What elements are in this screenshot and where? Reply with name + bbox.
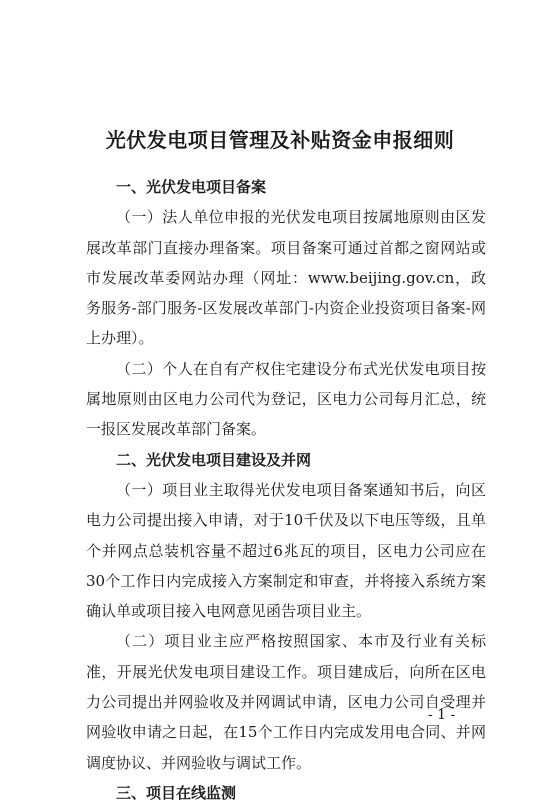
section-1-paragraph-1: （一）法人单位申报的光伏发电项目按属地原则由区发展改革部门直接办理备案。项目备案可通过首都之窗网站或市发展改革委网站办理（网址：www.beijing.gov.cn，政务服务-部门服务-区发展改革部门-内资企业投资项目备案-网上办理）。 [86,208,486,348]
section-3-heading: 三、项目在线监测 [116,783,237,802]
section-2-heading: 二、光伏发电项目建设及并网 [116,450,312,469]
section-1-heading: 一、光伏发电项目备案 [116,178,267,196]
section-1-paragraph-2: （二）个人在自有产权住宅建设分布式光伏发电项目按属地原则由区电力公司代为登记，区电力公司每月汇总，统一报区发展改革部门备案。 [86,359,486,439]
section-2-paragraph-2: （二）项目业主应严格按照国家、本市及行业有关标准，开展光伏发电项目建设工作。项目建成后，向所在区电力公司提出并网验收及并网调试申请，区电力公司自受理并网验收申请之日起，在15个工作日内完成发用电合同、并网调度协议、并网验收与调试工作。 [86,632,486,772]
document-body [86,172,486,808]
document-title: 光伏发电项目管理及补贴资金申报细则 [105,128,455,152]
page-number: - 1 - [428,707,456,723]
section-2-paragraph-1: （一）项目业主取得光伏发电项目备案通知书后，向区电力公司提出接入申请，对于10千伏及以下电压等级，且单个并网点总装机容量不超过6兆瓦的项目，区电力公司应在30个工作日内完成接入方案制定和审查，并将接入系统方案确认单或项目接入电网意见函告项目业主。 [86,480,486,621]
